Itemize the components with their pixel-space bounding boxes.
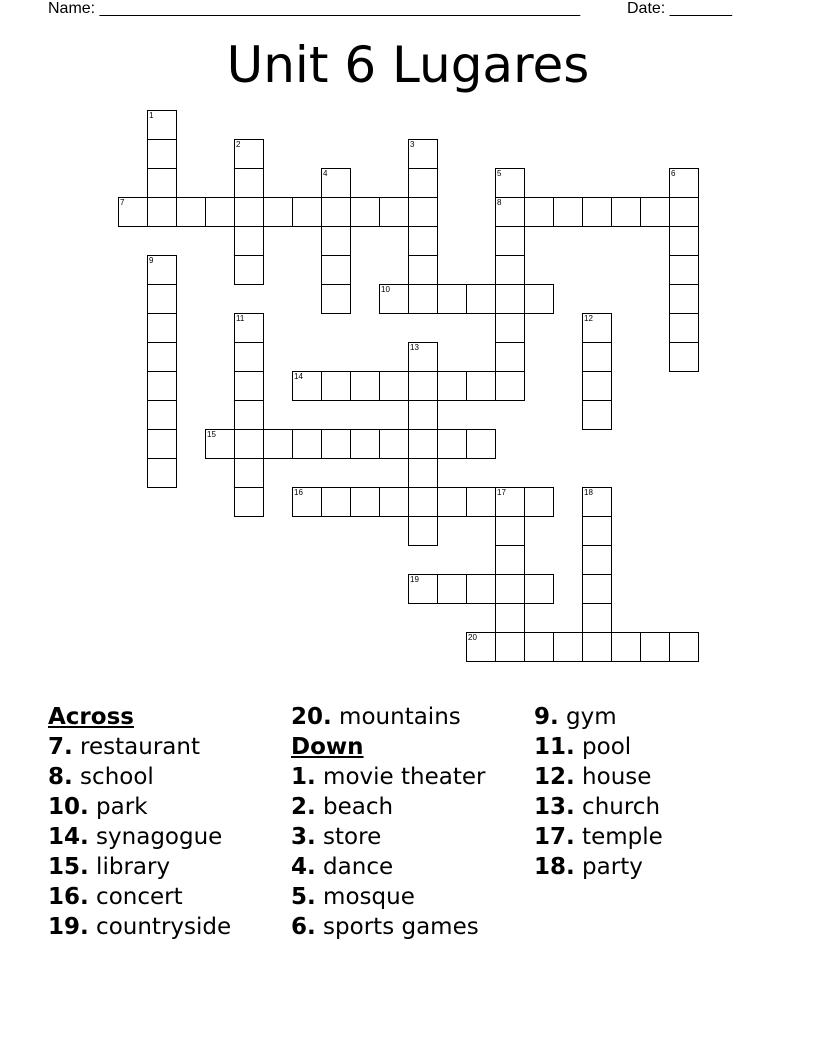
grid-cell[interactable] xyxy=(234,255,264,285)
name-field[interactable]: Name: ______________________________________________________ xyxy=(48,0,581,17)
grid-cell[interactable] xyxy=(466,371,496,401)
grid-cell[interactable] xyxy=(669,632,699,662)
clue-number: 3 xyxy=(410,140,415,149)
grid-cell[interactable] xyxy=(147,458,177,488)
clue-number: 12 xyxy=(584,314,593,323)
clue-down-3: 3. store xyxy=(291,824,382,850)
clue-across-15: 15. library xyxy=(48,854,171,880)
clue-down-6: 6. sports games xyxy=(291,914,479,940)
clue-number: 6 xyxy=(671,169,676,178)
grid-cell[interactable] xyxy=(379,197,409,227)
clue-across-7: 7. restaurant xyxy=(48,734,200,760)
grid-cell[interactable] xyxy=(495,574,525,604)
grid-cell[interactable] xyxy=(582,632,612,662)
grid-cell[interactable] xyxy=(495,255,525,285)
grid-cell[interactable] xyxy=(524,487,554,517)
clue-number: 2 xyxy=(236,140,241,149)
clue-across-8: 8. school xyxy=(48,764,154,790)
clue-number: 17 xyxy=(497,488,506,497)
grid-cell[interactable] xyxy=(234,226,264,256)
grid-cell[interactable] xyxy=(495,197,525,227)
grid-cell[interactable] xyxy=(147,168,177,198)
grid-cell[interactable] xyxy=(437,284,467,314)
grid-cell[interactable] xyxy=(466,574,496,604)
clue-number: 16 xyxy=(294,488,303,497)
grid-cell[interactable] xyxy=(669,168,699,198)
clue-down-1: 1. movie theater xyxy=(291,764,486,790)
grid-cell[interactable] xyxy=(379,371,409,401)
grid-cell[interactable] xyxy=(437,487,467,517)
clue-number: 1 xyxy=(149,111,154,120)
clue-down-12: 12. house xyxy=(534,764,652,790)
grid-cell[interactable] xyxy=(582,603,612,633)
grid-cell[interactable] xyxy=(495,371,525,401)
grid-cell[interactable] xyxy=(437,574,467,604)
grid-cell[interactable] xyxy=(321,197,351,227)
grid-cell[interactable] xyxy=(147,139,177,169)
date-field[interactable]: Date: _______ xyxy=(627,0,732,17)
grid-cell[interactable] xyxy=(611,632,641,662)
clue-number: 19 xyxy=(410,575,419,584)
grid-cell[interactable] xyxy=(321,429,351,459)
grid-cell[interactable] xyxy=(495,603,525,633)
grid-cell[interactable] xyxy=(350,487,380,517)
grid-cell[interactable] xyxy=(408,342,438,372)
grid-cell[interactable] xyxy=(524,284,554,314)
clue-across-20: 20. mountains xyxy=(291,704,461,730)
clue-down-2: 2. beach xyxy=(291,794,394,820)
grid-cell[interactable] xyxy=(147,110,177,140)
grid-cell[interactable] xyxy=(582,574,612,604)
grid-cell[interactable] xyxy=(379,284,409,314)
grid-cell[interactable] xyxy=(466,632,496,662)
grid-cell[interactable] xyxy=(495,516,525,546)
clues-column-3 xyxy=(534,702,663,882)
grid-cell[interactable] xyxy=(234,139,264,169)
grid-cell[interactable] xyxy=(524,632,554,662)
grid-cell[interactable] xyxy=(263,429,293,459)
grid-cell[interactable] xyxy=(466,487,496,517)
grid-cell[interactable] xyxy=(669,255,699,285)
grid-cell[interactable] xyxy=(524,197,554,227)
grid-cell[interactable] xyxy=(669,197,699,227)
grid-cell[interactable] xyxy=(176,197,206,227)
clue-number: 14 xyxy=(294,372,303,381)
grid-cell[interactable] xyxy=(147,313,177,343)
clue-number: 15 xyxy=(207,430,216,439)
grid-cell[interactable] xyxy=(553,197,583,227)
grid-cell[interactable] xyxy=(292,371,322,401)
clue-across-10: 10. park xyxy=(48,794,148,820)
down-heading: Down xyxy=(291,734,364,760)
grid-cell[interactable] xyxy=(408,139,438,169)
clue-across-14: 14. synagogue xyxy=(48,824,223,850)
clue-number: 8 xyxy=(497,198,502,207)
grid-cell[interactable] xyxy=(147,342,177,372)
grid-cell[interactable] xyxy=(350,197,380,227)
grid-cell[interactable] xyxy=(582,487,612,517)
grid-cell[interactable] xyxy=(234,342,264,372)
grid-cell[interactable] xyxy=(553,632,583,662)
grid-cell[interactable] xyxy=(408,574,438,604)
clue-down-13: 13. church xyxy=(534,794,661,820)
grid-cell[interactable] xyxy=(118,197,148,227)
clue-number: 7 xyxy=(120,198,125,207)
grid-cell[interactable] xyxy=(640,632,670,662)
clues-column-2 xyxy=(291,702,485,942)
grid-cell[interactable] xyxy=(147,197,177,227)
grid-cell[interactable] xyxy=(350,371,380,401)
clue-across-16: 16. concert xyxy=(48,884,183,910)
clue-number: 18 xyxy=(584,488,593,497)
grid-cell[interactable] xyxy=(147,429,177,459)
page-title: Unit 6 Lugares xyxy=(226,36,590,94)
grid-cell[interactable] xyxy=(379,487,409,517)
grid-cell[interactable] xyxy=(495,284,525,314)
grid-cell[interactable] xyxy=(234,400,264,430)
clue-down-18: 18. party xyxy=(534,854,643,880)
clue-across-19: 19. countryside xyxy=(48,914,232,940)
grid-cell[interactable] xyxy=(582,516,612,546)
grid-cell[interactable] xyxy=(234,429,264,459)
grid-cell[interactable] xyxy=(495,632,525,662)
grid-cell[interactable] xyxy=(408,487,438,517)
clue-down-17: 17. temple xyxy=(534,824,663,850)
grid-cell[interactable] xyxy=(408,400,438,430)
grid-cell[interactable] xyxy=(292,197,322,227)
clue-down-11: 11. pool xyxy=(534,734,632,760)
grid-cell[interactable] xyxy=(408,197,438,227)
grid-cell[interactable] xyxy=(292,429,322,459)
clue-number: 11 xyxy=(236,314,245,323)
across-heading: Across xyxy=(48,704,134,730)
grid-cell[interactable] xyxy=(234,487,264,517)
grid-cell[interactable] xyxy=(408,371,438,401)
grid-cell[interactable] xyxy=(437,371,467,401)
grid-cell[interactable] xyxy=(321,487,351,517)
grid-cell[interactable] xyxy=(147,371,177,401)
grid-cell[interactable] xyxy=(466,429,496,459)
grid-cell[interactable] xyxy=(495,342,525,372)
grid-cell[interactable] xyxy=(408,458,438,488)
grid-cell[interactable] xyxy=(321,284,351,314)
grid-cell[interactable] xyxy=(582,400,612,430)
grid-cell[interactable] xyxy=(263,197,293,227)
grid-cell[interactable] xyxy=(408,516,438,546)
grid-cell[interactable] xyxy=(147,400,177,430)
grid-cell[interactable] xyxy=(321,168,351,198)
clue-number: 4 xyxy=(323,169,328,178)
clue-down-5: 5. mosque xyxy=(291,884,415,910)
grid-cell[interactable] xyxy=(379,429,409,459)
grid-cell[interactable] xyxy=(321,226,351,256)
grid-cell[interactable] xyxy=(234,313,264,343)
clues-column-1 xyxy=(48,702,231,942)
grid-cell[interactable] xyxy=(408,255,438,285)
clue-number: 10 xyxy=(381,285,390,294)
grid-cell[interactable] xyxy=(669,342,699,372)
grid-cell[interactable] xyxy=(234,371,264,401)
grid-cell[interactable] xyxy=(408,168,438,198)
grid-cell[interactable] xyxy=(147,255,177,285)
grid-cell[interactable] xyxy=(524,574,554,604)
grid-cell[interactable] xyxy=(495,168,525,198)
grid-cell[interactable] xyxy=(437,429,467,459)
grid-cell[interactable] xyxy=(321,255,351,285)
grid-cell[interactable] xyxy=(669,313,699,343)
grid-cell[interactable] xyxy=(495,313,525,343)
grid-cell[interactable] xyxy=(582,371,612,401)
grid-cell[interactable] xyxy=(582,545,612,575)
grid-cell[interactable] xyxy=(669,284,699,314)
grid-cell[interactable] xyxy=(495,226,525,256)
grid-cell[interactable] xyxy=(582,342,612,372)
grid-cell[interactable] xyxy=(640,197,670,227)
grid-cell[interactable] xyxy=(234,197,264,227)
grid-cell[interactable] xyxy=(147,284,177,314)
clue-number: 9 xyxy=(149,256,154,265)
grid-cell[interactable] xyxy=(321,371,351,401)
clue-down-9: 9. gym xyxy=(534,704,617,730)
grid-cell[interactable] xyxy=(669,226,699,256)
grid-cell[interactable] xyxy=(292,487,322,517)
grid-cell[interactable] xyxy=(205,429,235,459)
grid-cell[interactable] xyxy=(495,545,525,575)
grid-cell[interactable] xyxy=(234,168,264,198)
grid-cell[interactable] xyxy=(582,313,612,343)
clue-number: 5 xyxy=(497,169,502,178)
clue-number: 20 xyxy=(468,633,477,642)
grid-cell[interactable] xyxy=(611,197,641,227)
clue-number: 13 xyxy=(410,343,419,352)
grid-cell[interactable] xyxy=(582,197,612,227)
grid-cell[interactable] xyxy=(408,226,438,256)
grid-cell[interactable] xyxy=(234,458,264,488)
grid-cell[interactable] xyxy=(408,284,438,314)
clue-down-4: 4. dance xyxy=(291,854,394,880)
grid-cell[interactable] xyxy=(408,429,438,459)
grid-cell[interactable] xyxy=(495,487,525,517)
grid-cell[interactable] xyxy=(350,429,380,459)
grid-cell[interactable] xyxy=(205,197,235,227)
grid-cell[interactable] xyxy=(466,284,496,314)
